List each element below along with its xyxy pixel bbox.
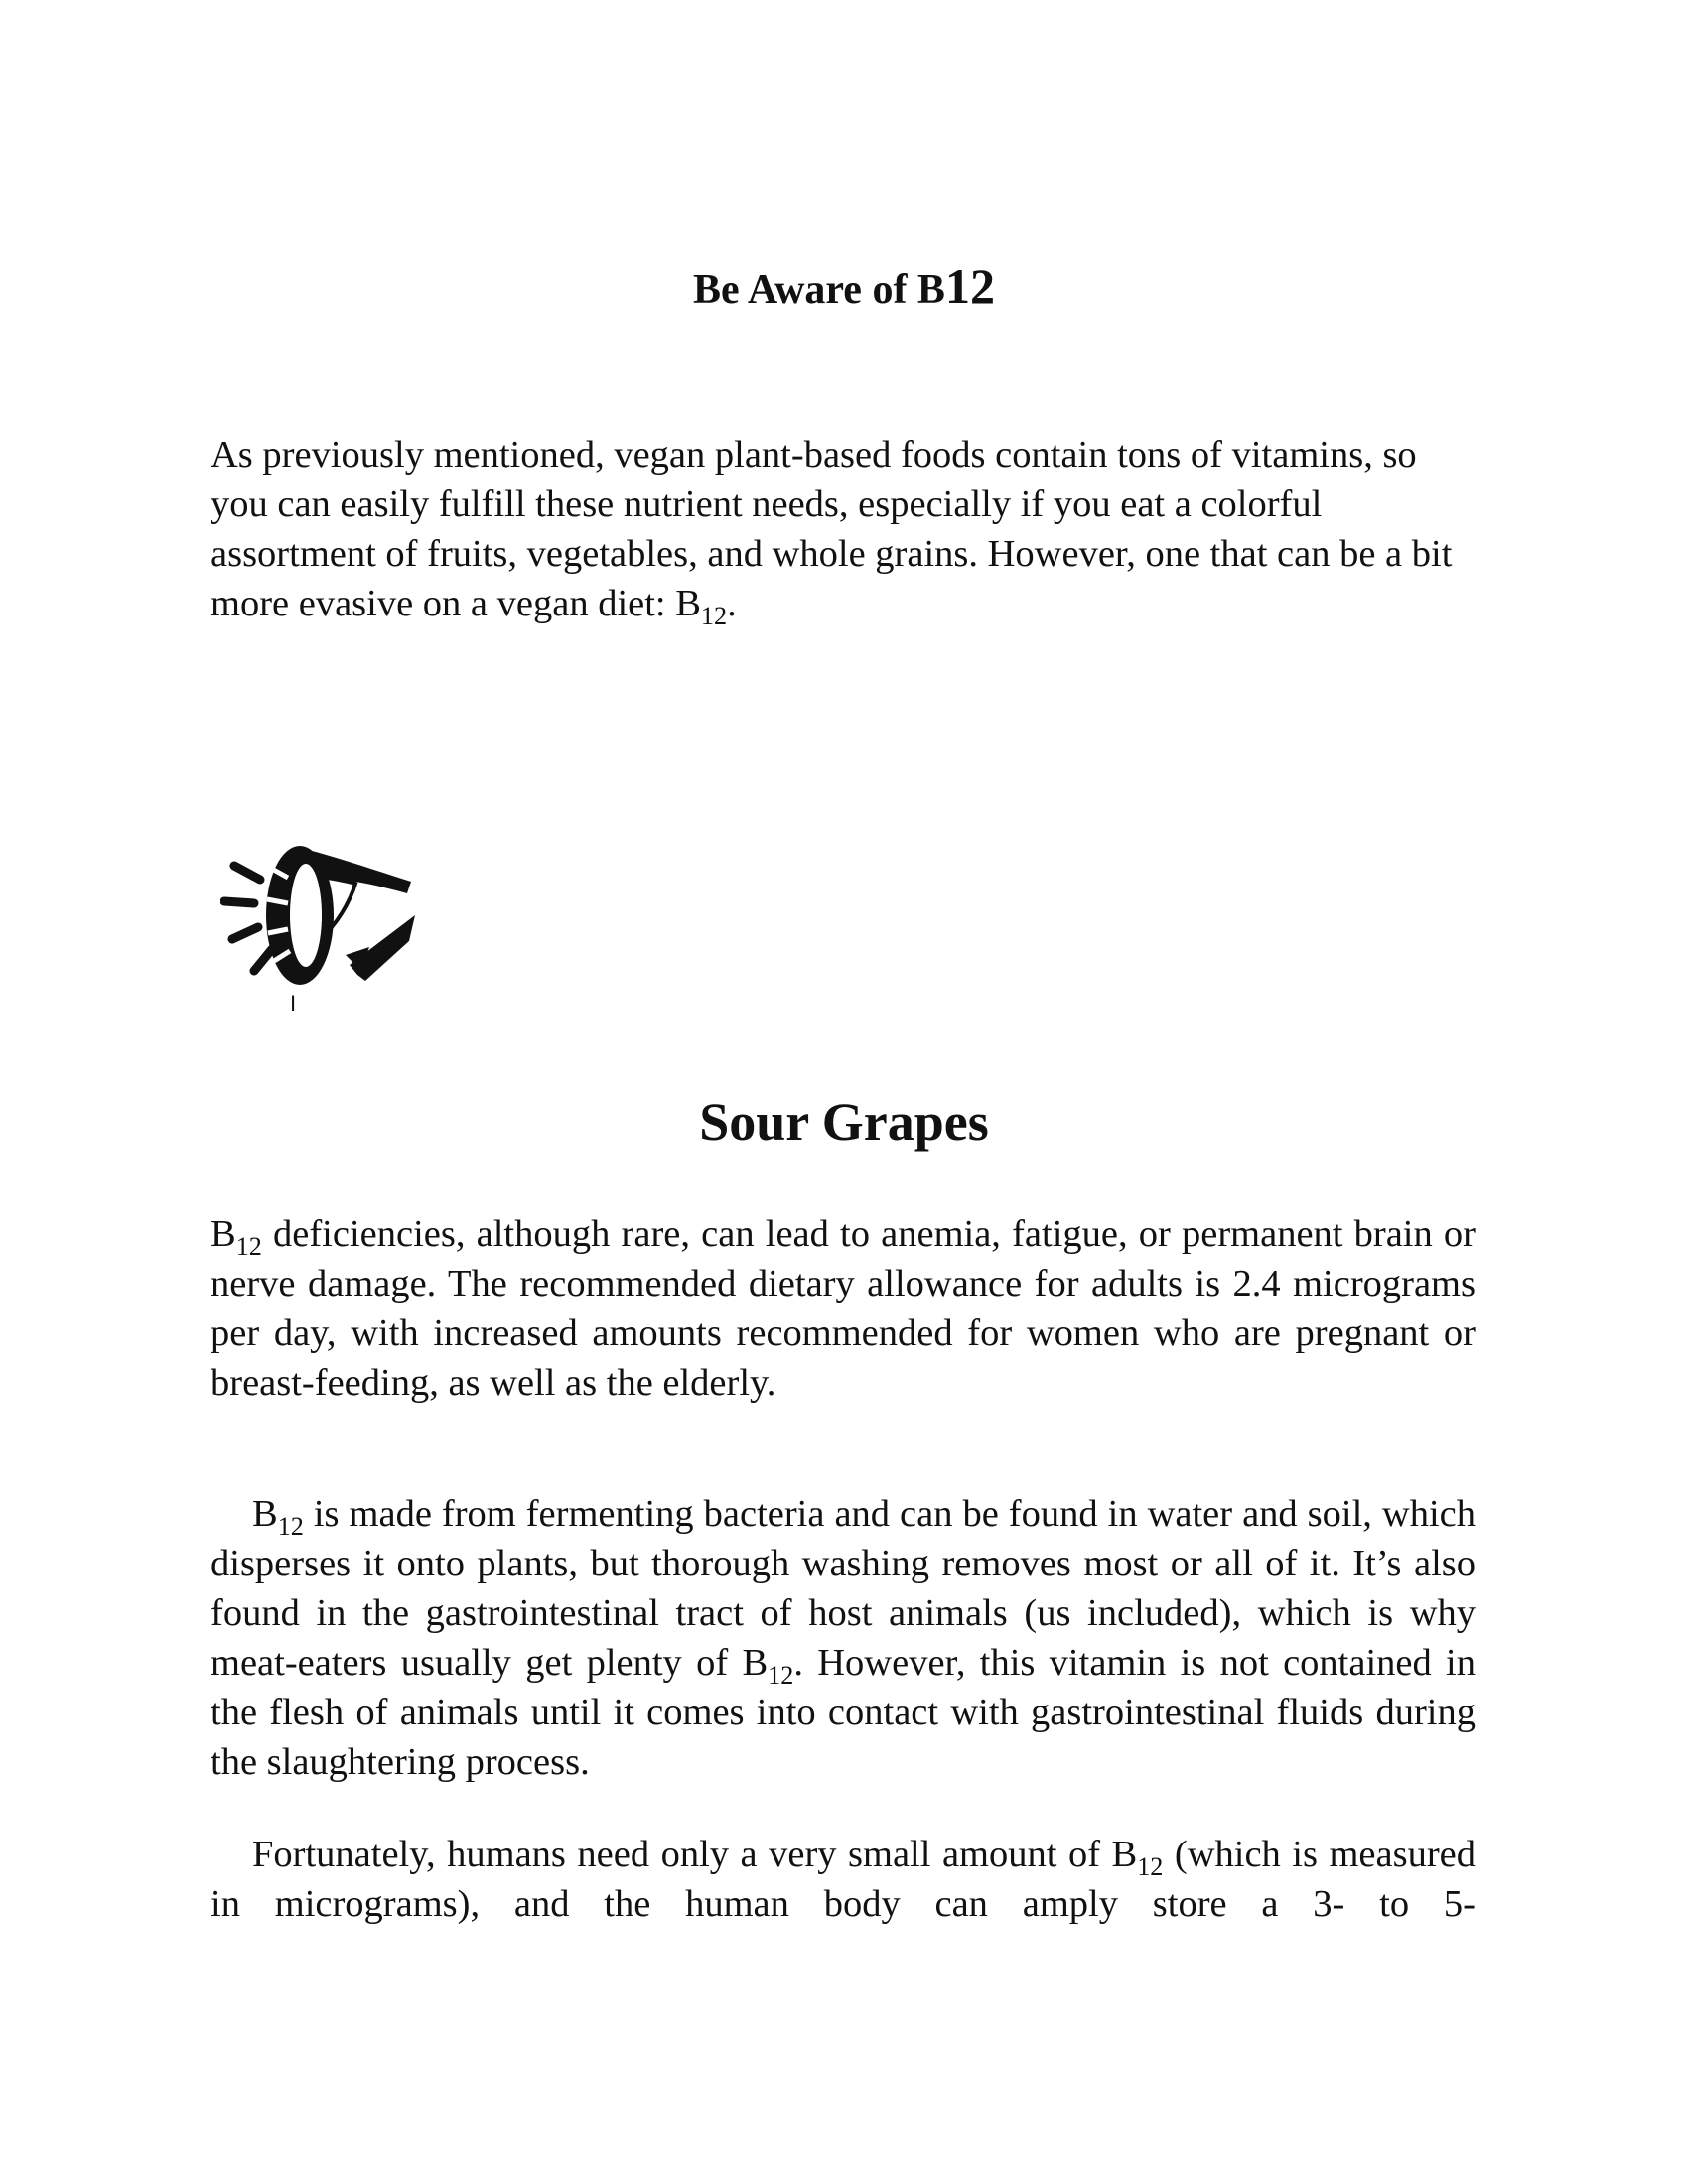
paragraph-lead: B [211, 1213, 236, 1255]
subscript: 12 [277, 1512, 304, 1542]
paragraph-text: (which is measured in micrograms), and the human body can amply store a 3- to 5- [211, 1834, 1476, 1925]
body-paragraph [211, 1209, 1476, 1408]
paragraph-lead: B [252, 1493, 278, 1535]
subscript: 12 [1137, 1852, 1164, 1882]
paragraph-text: is made from fermenting bacteria and can be found in water and soil, which disperses it onto plants, but thorough washing removes most or all of it. It’s also found in the gastrointestinal tract of host animals (us included), which is why meat-eaters usually get plenty of B [211, 1493, 1476, 1684]
section-heading-sour-grapes: Sour Grapes [699, 1092, 989, 1152]
paragraph-text: . However, this vitamin is not contained in the flesh of animals until it comes into contact with gastrointestinal fluids during the slaughtering process. [211, 1642, 1476, 1783]
intro-paragraph [211, 430, 1476, 631]
heading-text: Be Aware of B [693, 267, 945, 313]
body-paragraph [211, 1830, 1476, 1929]
icon-caption: I [290, 991, 297, 1016]
paragraph-end: . [727, 583, 737, 624]
subscript: 12 [768, 1661, 794, 1691]
heading-number: 12 [944, 258, 995, 314]
subscript: 12 [700, 602, 728, 631]
subscript: 12 [235, 1232, 262, 1262]
paragraph-text: Fortunately, humans need only a very small amount of B [252, 1834, 1138, 1875]
body-paragraph [211, 1489, 1476, 1787]
section-heading-b12 [0, 256, 1688, 320]
paragraph-text: deficiencies, although rare, can lead to anemia, fatigue, or permanent brain or nerve damage. The recommended dietary allowance for adults is 2.4 micrograms per day, with increased amounts recommended for women who are pregnant or breast-feeding, as well as the elderly. [211, 1213, 1476, 1404]
megaphone-icon [220, 816, 419, 1024]
paragraph-text: As previously mentioned, vegan plant-based foods contain tons of vitamins, so you can easily fulfill these nutrient needs, especially if you eat a colorful assortment of fruits, vegetables, and whole grains. However, one that can be a bit more evasive on a vegan diet: B [211, 434, 1453, 624]
